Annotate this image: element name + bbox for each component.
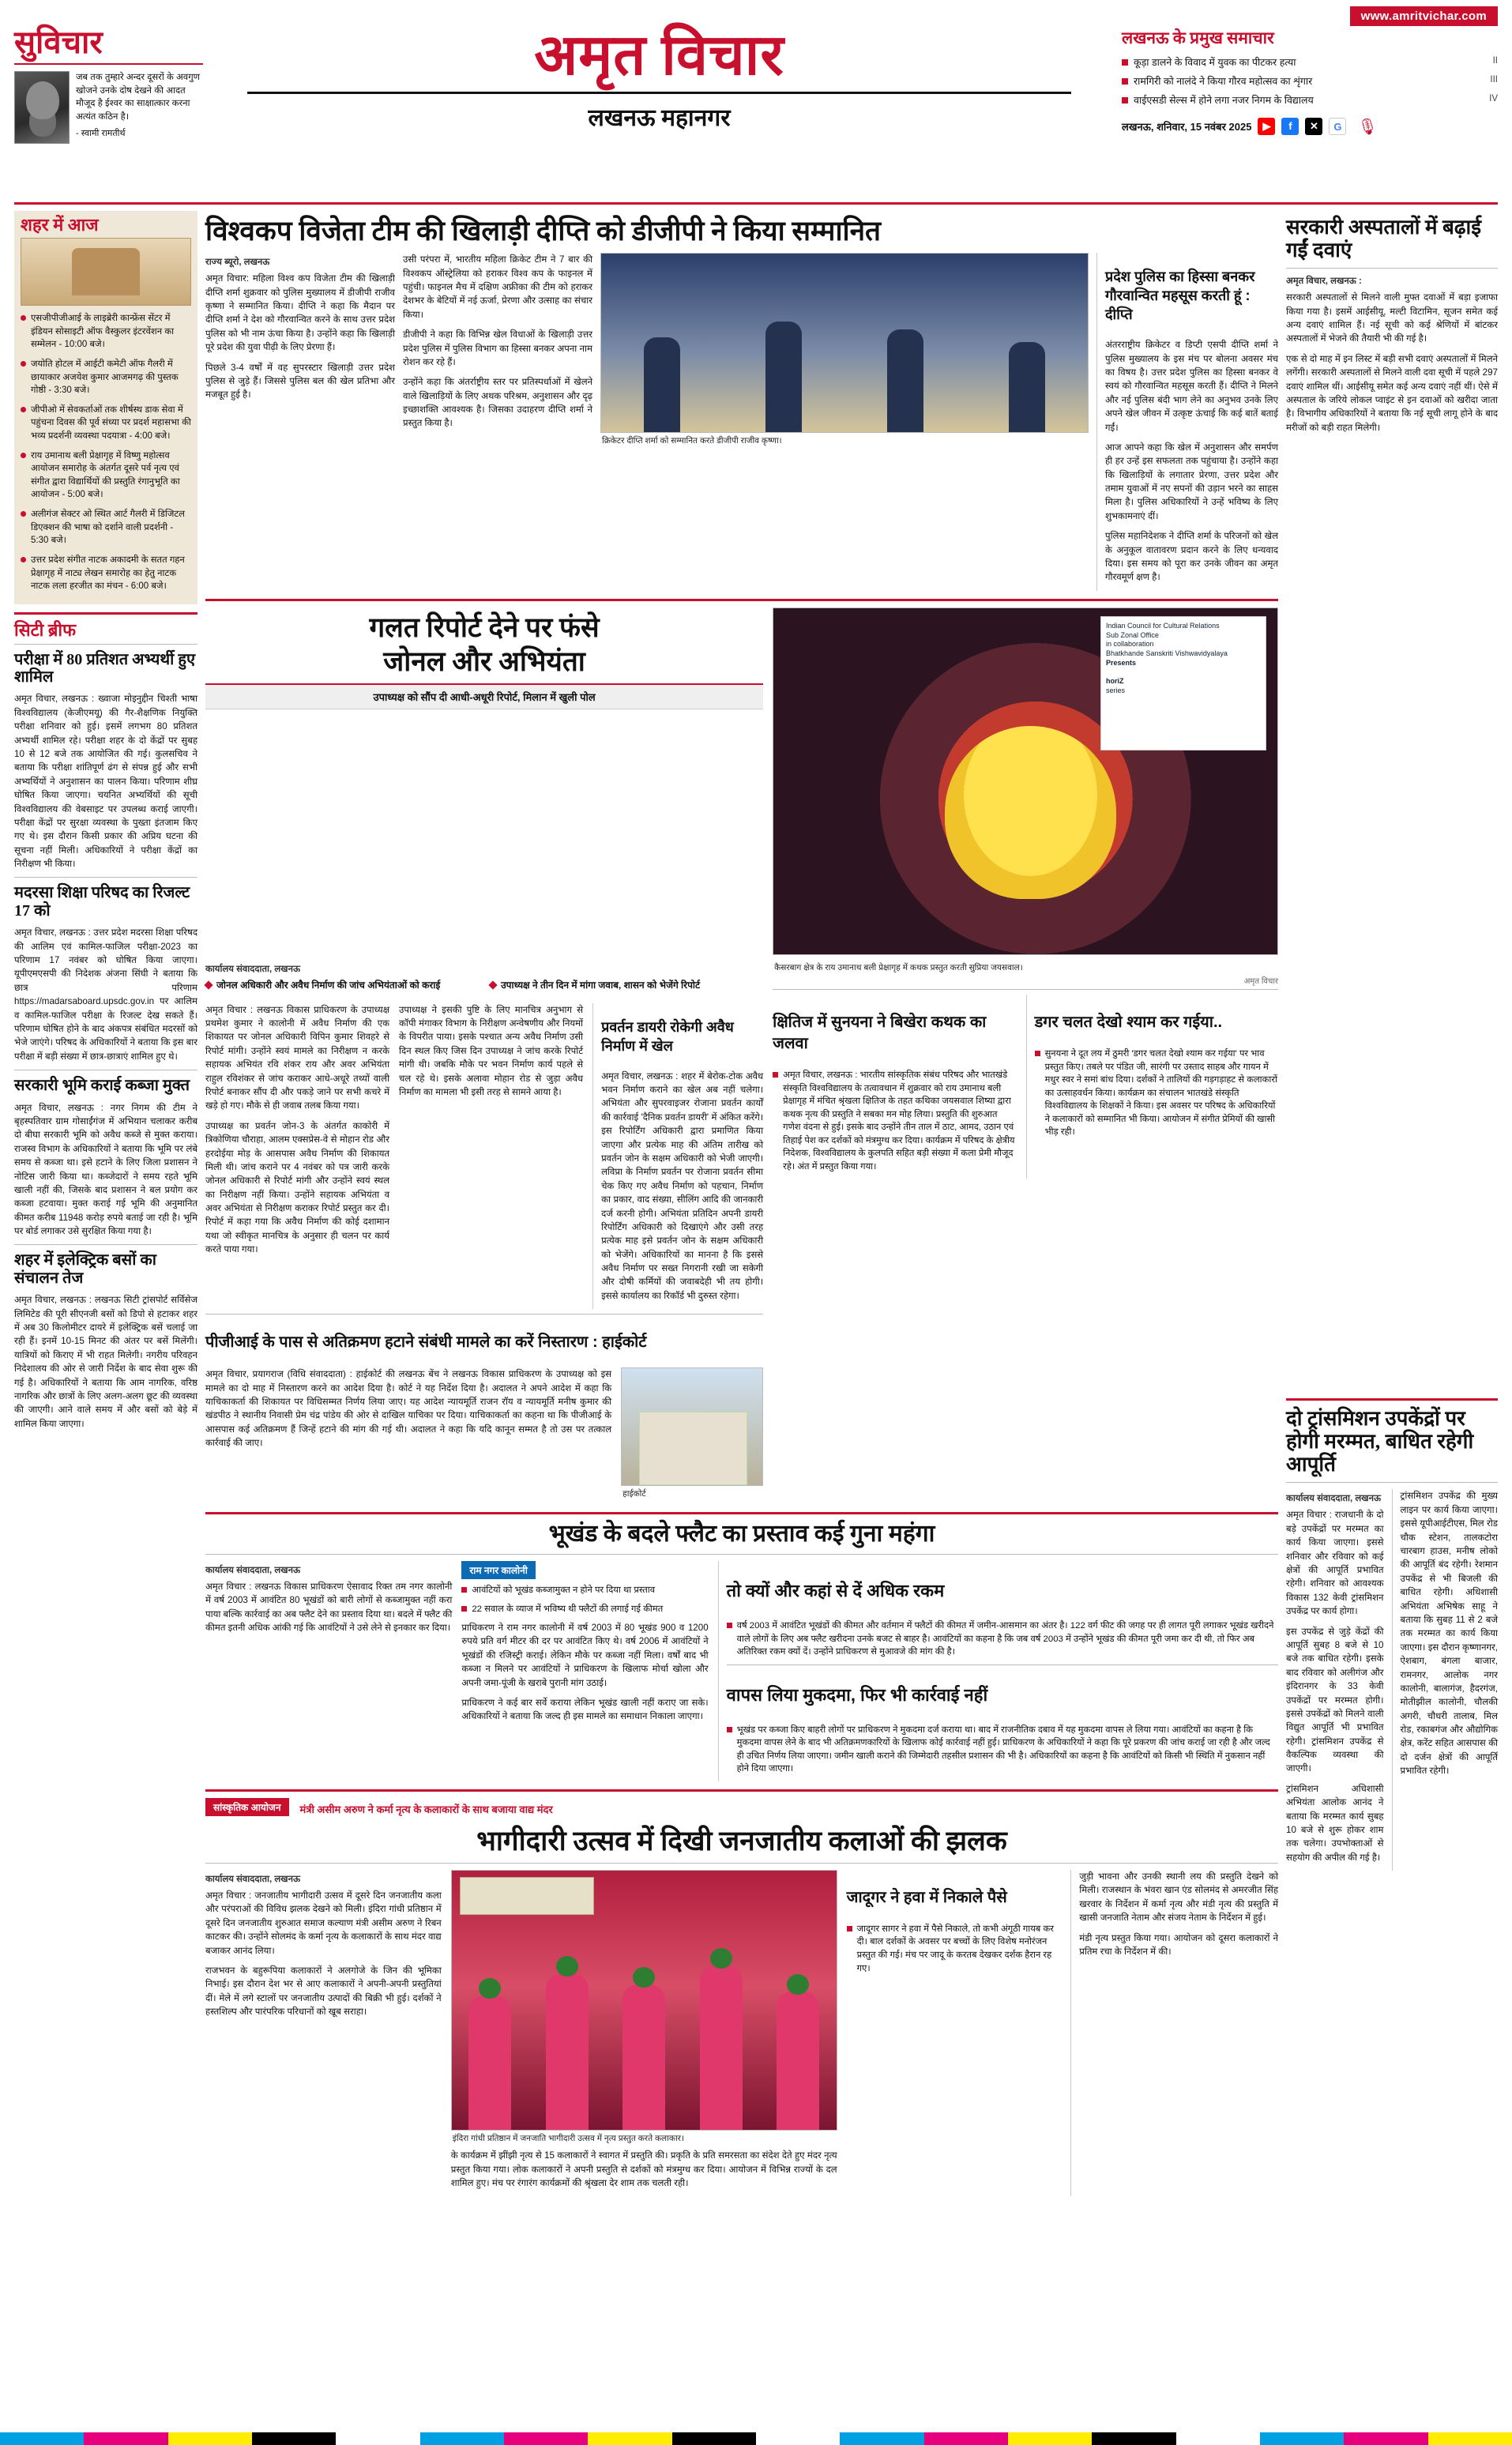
divider bbox=[205, 1512, 1278, 1514]
today-list bbox=[21, 312, 191, 592]
plot-side-headline-1: तो क्यों और कहां से दें अधिक रकम bbox=[726, 1581, 945, 1601]
divider bbox=[14, 63, 203, 65]
list-item: एसजीपीजीआई के लाइब्रेरी कान्फ्रेंस सेंटर में इंडियन सोसाइटी ऑफ वैस्कुलर इंटरवेंशन का सम्मेलन - 10:00 बजे। bbox=[21, 312, 191, 351]
brief-1-body: अमृत विचार, लखनऊ : ख्वाजा मोइनुद्दीन चिश्ती भाषा विश्वविद्यालय (केजीएमयू) की गैर-शैक्षणिक नियुक्ति परीक्षा शनिवार को हुई। इसमें लगभग 80 प्रतिशत अभ्यर्थी शामिल रहे। परीक्षा शहर के दो केंद्रों पर सुबह 10 से 12 बजे तक आयोजित की गई। कुलसचिव ने बताया कि परीक्षा शांतिपूर्ण ढंग से संपन्न हुई और सभी अभ्यर्थियों ने अनुशासन का पालन किया। परिणाम शीघ्र घोषित किया जाएगा। चयनित अभ्यर्थियों की सूची विश्वविद्यालय की वेबसाइट पर उपलब्ध कराई जाएगी। परीक्षा केंद्रों पर सुरक्षा व्यवस्था के पुख्ता इंतजाम किए गए थे। इस दौरान किसी प्रकार की अप्रिय घटना की सूचना नहीं मिली। अधिकारियों ने परीक्षा केंद्रों का निरीक्षण भी किया। bbox=[14, 694, 197, 870]
today-in-city-block bbox=[14, 211, 197, 604]
plot-sub-1: आवंटियों को भूखंड कब्जामुक्त न होने पर दिया था प्रस्ताव bbox=[461, 1584, 708, 1597]
plot-headline: भूखंड के बदले फ्लैट का प्रस्ताव कई गुना महंगा bbox=[548, 1521, 935, 1548]
lead-sidebar-p1: अंतरराष्ट्रीय क्रिकेटर व डिप्टी एसपी दीप्ति शर्मा ने पुलिस मुख्यालय के इस मंच पर बोलना अवसर मंच का विषय है। उत्तर प्रदेश पुलिस का हिस्सा बनकर वे स्वयं को गौरवान्वित महसूस करती हैं। दीप्ति ने मिलने और नई पुलिस बंदी भाग लेने का अनुभव उनके लिए अपने खेल जीवन में उत्कृष्ट ऊंचाई कि कई बातें बताई गईं। bbox=[1105, 340, 1278, 433]
lead-sidebar-p3: पुलिस महानिदेशक ने दीप्ति शर्मा के परिजनों को खेल के अनुकूल वातावरण प्रदान करने के लिए धन्यवाद दिया। इस समय को पूरा कर उनके जीवन का अमृत गौरवमूर्ण क्षण है। bbox=[1105, 531, 1278, 583]
list-item: अलीगंज सेक्टर ओ स्थित आर्ट गैलरी में डिजिटल डिएक्शन की भाषा को दर्शाने वाली प्रदर्शनी - 5:30 बजे। bbox=[21, 508, 191, 547]
lead-story bbox=[205, 211, 1278, 591]
divider bbox=[247, 92, 1071, 94]
facebook-icon[interactable]: f bbox=[1281, 118, 1299, 135]
paper-title: अमृत विचार bbox=[534, 24, 784, 87]
magician-body: जादूगर सागर ने हवा में पैसे निकाले, तो कभी अंगूठी गायब कर दी। बाल दर्शकों के अवसर पर बच्चों के लिए विशेष मनोरंजन प्रस्तुत की गई। मंच पर जादू के करतब देखकर दर्शक हैरान रह गए। bbox=[847, 1923, 1062, 1975]
plot-side-body-1: वर्ष 2003 में आवंटित भूखंडों की कीमत और वर्तमान में फ्लैटों की कीमत में जमीन-आसमान का अंतर है। 122 वर्ग फीट की जगह पर ही लागत पूरी लगाकर भूखंड खरीदने वाले लोगों के लिए अब फ्लैट खरीदना उनके बजट से बाहर है। आवंटियों का कहना है कि जब वर्ष 2003 में उन्होंने भूखंड की कीमत पूरी जमा कर दी थी, तो फिर अब अतिरिक्त रकम क्यों दें। उन्होंने प्राधिकरण से मुआवजे की मांग की है। bbox=[727, 1619, 1278, 1659]
tribal-dance-photo bbox=[451, 1870, 837, 2131]
story2-p1: अमृत विचार : लखनऊ विकास प्राधिकरण के उपाध्यक्ष प्रथमेश कुमार ने कालोनी में अवैध निर्माण की एक शिकायत पर जोनल अधिकारी विपिन कुमार शिवहरे से रिपोर्ट मांगी। उन्होंने स्वयं मामले का निरीक्षण न करके सहायक अभियंत रवि शंकर राय और अवर अभियंता राहुल रविशंकर से जांच कराकर आधे-अधूरे तथ्यों वाली रिपोर्ट बनाकर सौंप दी और पकड़े जाने पर सभी कचरे में खड़े हो गए। मौके से ही जवाब तलब किया गया। bbox=[205, 1004, 390, 1112]
divider bbox=[205, 1554, 1278, 1555]
brief-4-headline: शहर में इलेक्ट्रिक बसों का संचालन तेज bbox=[14, 1251, 156, 1287]
transmission-byline: कार्यालय संवाददाता, लखनऊ bbox=[1286, 1494, 1381, 1504]
list-item: जयोति होटल में आईटी कमेटी ऑफ गैलरी में छायाकार अजयेश कुमार आजमगढ़ की पुस्तक गोष्ठी - 3:30 बजे। bbox=[21, 358, 191, 397]
swami-portrait bbox=[14, 71, 70, 144]
today-heading: शहर में आज bbox=[21, 215, 99, 235]
google-icon[interactable]: G bbox=[1329, 118, 1346, 135]
hospital-p1: सरकारी अस्पतालों से मिलने वाली मुफ्त दवाओं में बड़ा इजाफा किया गया है। इसमें आईसीयू, मल्टी विटामिन, सूजन समेत कई अन्य दवाएं शामिल हैं। नई सूची को कई श्रेणियों में बांटकर अस्पतालों में भेजने की तैयारी भी की गई है। bbox=[1286, 292, 1498, 344]
divider bbox=[773, 989, 1278, 990]
dateline-row bbox=[1122, 117, 1498, 137]
list-item: उत्तर प्रदेश संगीत नाटक अकादमी के सतत गहन प्रेक्षागृह में नाट्य लेखन समारोह का हेतु नाटक नाटक लला हरजीत का मंचन - 6:00 बजे। bbox=[21, 554, 191, 592]
teaser-text: कूड़ा डालने के विवाद में युवक का पीटकर हत्या bbox=[1134, 57, 1296, 68]
lead-para-3: उसी परंपरा में, भारतीय महिला क्रिकेट टीम ने 7 बार की विश्वकप ऑस्ट्रेलिया को हराकर विश्व कप के फाइनल में पहुंची। फाइनल मैच में दक्षिण अफ्रीका की टीम को हराकर देशभर के बेटियों में नई ऊर्जा, प्रेरणा और उत्साह का संचार किया। bbox=[403, 254, 592, 320]
brief-2-headline: मदरसा शिक्षा परिषद का रिजल्ट 17 को bbox=[14, 884, 190, 920]
tribal-kicker: मंत्री असीम अरुण ने कर्मा नृत्य के कलाकारों के साथ बजाया वाद्य मंदर bbox=[299, 1804, 553, 1816]
lead-para-4: डीजीपी ने कहा कि विभिन्न खेल विधाओं के खिलाड़ी उत्तर प्रदेश पुलिस में पुलिस विभाग का हिस्सा बनकर अपना नाम रोशन कर रहे हैं। bbox=[403, 329, 592, 367]
plot-side-body-2: भूखंड पर कब्जा किए बाहरी लोगों पर प्राधिकरण ने मुकदमा दर्ज कराया था। बाद में राजनीतिक दबाव में यह मुकदमा वापस ले लिया गया। आवंटियों का कहना है कि मुकदमा वापस लेने के बाद भी अतिक्रमणकारियों के खिलाफ कोई कार्रवाई नहीं हुई। प्राधिकरण के अधिकारियों ने कहा कि पूरे प्रकरण की जांच कराई जा रही है और जल्द ही उचित निर्णय लिया जाएगा। जमीन खाली कराने की जिम्मेदारी तहसील प्रशासन की भी है। अधिकारियों का कहना है कि आवंटियों को किसी भी स्थिति में नुकसान नहीं होने दिया जाएगा। bbox=[727, 1724, 1278, 1776]
divider bbox=[14, 644, 197, 645]
right-rail bbox=[1286, 211, 1498, 2196]
teaser-item[interactable] bbox=[1122, 56, 1498, 70]
thumri-body: सुनयना ने दूत लय में ठुमरी 'डगर चलत देखो श्याम कर गईया' पर भाव प्रस्तुत किए। तबले पर पंडित जी, सारंगी पर उस्ताद साहब और गायन में मधुर स्वर ने समां बांध दिया। दर्शकों ने तालियों की गड़गड़ाहट से कलाकारों का उत्साहवर्धन किया। कार्यक्रम का संचालन भातखंडे संस्कृति विश्वविद्यालय के शिक्षकों ने किया। इस अवसर पर परिषद के अधिकारियों ने कलाकारों को सम्मानित भी किया। आयोजन में संगीत प्रेमियों की खासी भीड़ रही। bbox=[1035, 1048, 1278, 1139]
hospital-medicine-headline: सरकारी अस्पतालों में बढ़ाई गईं दवाएं bbox=[1286, 216, 1481, 262]
story2-p3: उपाध्यक्ष ने इसकी पुष्टि के लिए मानचित्र अनुभाग से कॉपी मंगाकर विभाग के निरीक्षण अन्वेषणीय और नियमों के विपरीत पाया। इसके पश्चात अन्य अवैध निर्माण उसी दिन स्थल किए जिस दिन उपाध्यक्ष ने जांच करके रिपोर्ट मांगी थी। जबकि मौके पर भवन निर्माण कार्य पहले से चल रहे थे। इसके अलावा मोहान रोड से जुड़ा अवैध निर्माण का मामला भी इसी तरह से सामने आया है। bbox=[399, 1004, 584, 1097]
story-tribal-festival bbox=[205, 1798, 1278, 2197]
divider bbox=[1286, 268, 1498, 269]
left-rail bbox=[14, 211, 197, 2196]
icc-banner: Indian Council for Cultural Relations Sub Zonal Office in collaboration Bhatkhande Sanskriti Vishwavidyalaya Presents horiZ series bbox=[1100, 616, 1266, 750]
kathak-body: अमृत विचार, लखनऊ : भारतीय सांस्कृतिक संबंध परिषद और भातखंडे संस्कृति विश्वविद्यालय के तत्वावधान में शुक्रवार को राय उमानाथ बली प्रेक्षागृह में मंचित श्रृंखला क्षितिज के तहत कथिका जयसवाल शिष्या द्वारा कथक नृत्य की प्रस्तुति ने सबका मन मोह लिया। प्रस्तुति की शुरुआत गणेश वंदना से हुई। इसके बाद उन्होंने तीन ताल में ठाट, आमद, उठान एवं तिहाई पेश कर दर्शकों को मंत्रमुग्ध कर दिया। कार्यक्रम में परिषद के क्षेत्रीय निदेशक, विश्वविद्यालय के कुलपति सहित बड़ी संख्या में कला प्रेमी मौजूद रहे। अंत में प्रस्तुत किया गया। bbox=[773, 1069, 1016, 1173]
teaser-page: II bbox=[1492, 56, 1498, 66]
color-registration-strip bbox=[0, 2432, 1512, 2445]
suvichar-block bbox=[14, 24, 208, 144]
kathak-performance-photo bbox=[773, 607, 1278, 955]
teaser-page: IV bbox=[1489, 93, 1498, 103]
lead-para-2: पिछले 3-4 वर्षों में वह सुपरस्टार खिलाड़ी उत्तर प्रदेश पुलिस से जुड़े हैं। जिससे पुलिस बल की खेल प्रतिभा और मजबूत हुई है। bbox=[205, 362, 395, 401]
dgp-felicitation-photo bbox=[600, 253, 1089, 433]
tribal-p4: के कार्यक्रम में झींझी नृत्य से 15 कलाकारों ने स्वागत में प्रस्तुति की। प्रकृति के प्रति समरसता का संदेश देते हुए मंदर नृत्य प्रस्तुत किया गया। लोक कलाकारों ने अपनी प्रस्तुति से दर्शकों को मंत्रमुग्ध कर दिया। आयोजन में विभिन्न राज्यों के दल शामिल हुए। मंच पर रंगारंग कार्यक्रमों की श्रृंखला देर शाम तक चलती रही। bbox=[450, 2150, 837, 2188]
story-plot-flat bbox=[205, 1521, 1278, 1781]
hc-photo-caption: हाईकोर्ट bbox=[622, 1489, 646, 1499]
list-item: जीपीओ में सेवकर्ताओं तक शीर्षस्थ डाक सेवा में पहुंचना दिवस की पूर्व संध्या पर प्रदर्श महासभा की भव्य प्रदर्शनी व्यवस्था पदयात्रा - 4:00 बजे। bbox=[21, 404, 191, 442]
divider bbox=[14, 202, 1498, 205]
square-bullet-icon bbox=[1122, 78, 1128, 85]
teaser-text: रामगिरी को नालंदे ने किया गौरव महोत्सव का शृंगार bbox=[1134, 75, 1313, 87]
tribal-p6: मंडी नृत्य प्रस्तुत किया गया। आयोजन को दूसरा कलाकारों ने प्रतिम रचा के निर्देशन में की। bbox=[1079, 1932, 1278, 1957]
high-court-photo bbox=[621, 1367, 763, 1486]
youtube-icon[interactable]: ▶ bbox=[1258, 118, 1275, 135]
teaser-page: III bbox=[1490, 74, 1498, 85]
plot-byline: कार्यालय संवाददाता, लखनऊ bbox=[205, 1566, 300, 1576]
suvichar-author: - स्वामी रामतीर्थ bbox=[76, 128, 126, 138]
story2-byline: कार्यालय संवाददाता, लखनऊ bbox=[205, 964, 300, 974]
transmission-p1: अमृत विचार : राजधानी के दो बड़े उपकेंद्रों पर मरम्मत का कार्य किया जाएगा। इससे शनिवार और रविवार को कई क्षेत्रों की आपूर्ति प्रभावित रहेगी। शनिवार को आवश्यक विकास 132 केवी ट्रांसमिशन उपकेंद्र पर कार्य होगा। bbox=[1286, 1510, 1384, 1617]
story2-p2: उपाध्यक्ष का प्रवर्तन जोन-3 के अंतर्गत काकोरी में त्रिकोणिया चौराहा, आलम एक्सप्रेस-वे से मोहान रोड और हरदोईया मोड़ के आसपास अवैध निर्माण की शिकायत मिली थी। जांच कराने पर 4 नवंबर को पत्र जारी करके जोनल अधिकारी से रिपोर्ट मांगी और उन्होंने स्वयं स्थल का निरीक्षण नहीं किया। उन्होंने सहायक अभियंता व अवर अभियंता से निरीक्षण कराकर रिपोर्ट प्रस्तुत कर दी। रिपोर्ट में कहा गया कि अवैध निर्माण की कोई दशामान यथा जो स्वीकृत मानचित्र के अनुसार ही चलन पर कार्य करते पाया गया। bbox=[205, 1120, 390, 1255]
divider bbox=[14, 612, 197, 615]
transmission-p3: ट्रांसमिशन अधिशासी अभियंता आलोक आनंद ने बताया कि मरम्मत कार्य सुबह 10 बजे से शुरू होकर शाम तक चलेगा। उपभोक्ताओं से सहयोग की अपील की गई है। bbox=[1286, 1783, 1384, 1863]
colony-tag: राम नगर कालोनी bbox=[461, 1561, 536, 1579]
story2-sub-headline: प्रवर्तन डायरी रोकेगी अवैध निर्माण में खेल bbox=[601, 1018, 734, 1054]
story2-sub-body: अमृत विचार, लखनऊ : शहर में बेरोक-टोक अवैध भवन निर्माण कराने का खेल अब नहीं चलेगा। अभियंता और सुपरवाइजर रोजाना प्रवर्तन कार्यों की कार्रवाई 'दैनिक प्रवर्तन डायरी' में अंकित करेंगे। इस रिपोर्टिंग अधिकारी द्वारा प्रमाणित किया जाएगा और प्रत्येक माह की अंतिम तारीख को प्रवर्तन जोन के सक्षम अधिकारी को भेजी जाएगी। लविप्रा के निर्माण प्रवर्तन पर रोजाना प्रवर्तन सीमा चेक किए गए अवैध निर्माण को पहचान, निर्माण का प्रकार, वाद संख्या, सीलिंग आदि की जानकारी दर्ज करनी होगी। अभियंता प्रतिदिन अपनी डायरी रिपोर्टिंग अधिकारी को दिखाएंगे और उसी तरह प्रत्येक माह इसे प्रवर्तन जोन के सक्षम अधिकारी को भेजेंगे। अधिकारियों का मानना है कि इससे अवैध निर्माण पर सख्त निगरानी रखी जा सकेगी और दोषी कर्मियों की जवाबदेही भी तय होगी। इससे कार्यालय का रिकॉर्ड भी दुरुस्त रहेगा। bbox=[601, 1070, 764, 1301]
plot-side-headline-2: वापस लिया मुकदमा, फिर भी कार्रवाई नहीं bbox=[726, 1684, 988, 1705]
tribal-headline: भागीदारी उत्सव में दिखी जनजातीय कलाओं की झलक bbox=[476, 1825, 1007, 1856]
tribal-p1: अमृत विचार : जनजातीय भागीदारी उत्सव में दूसरे दिन जनजातीय कला और परंपराओं की विविध झलक देखने को मिली। इंदिरा गांधी प्रतिष्ठान में दूसरे दिन जनजातीय शुरुआत समाज कल्याण मंत्री असीम अरुण ने रिबन काटकर की। उन्होंने सोलमंद के कर्मा नृत्य के कलाकारों के साथ मंदर वाद्य बजाकर आनंद लिया। bbox=[205, 1890, 442, 1956]
transmission-p2: इस उपकेंद्र से जुड़े केंद्रों की आपूर्ति सुबह 8 बजे से 10 बजे तक बाधित रहेगी। इसके बाद रविवार को अलीगंज और इंदिरानगर के 33 केवी उपकेंद्रों पर मरम्मत होगी। इससे उपकेंद्रों को मिलने वाली विद्युत आपूर्ति भी प्रभावित रहेगी। ट्रांसमिशन उपकेंद्र से वैकल्पिक व्यवस्था की जाएगी। bbox=[1286, 1626, 1384, 1774]
story2-subhead: उपाध्यक्ष को सौंप दी आधी-अधूरी रिपोर्ट, मिलान में खुली पोल bbox=[205, 683, 763, 709]
teaser-item[interactable] bbox=[1122, 75, 1498, 88]
city-landmark-photo bbox=[21, 238, 191, 306]
teaser-text: वाईएसडी सेल्स में होने लगा नजर निगम के विद्यालय bbox=[1134, 94, 1314, 106]
lead-para-1: अमृत विचार: महिला विश्व कप विजेता टीम की खिलाड़ी दीप्ति शर्मा शुक्रवार को पुलिस मुख्यालय में डीजीपी राजीव कृष्णा ने सम्मानित किया। दीप्ति ने कहा कि मैदान पर दीप्ति शर्मा ने देश को गौरवान्वित करने के साथ उत्तर प्रदेश पुलिस को भी नाम ऊंचा किया है। उन्होंने कहा कि खिलाड़ी पूरे प्रदेश की युवा पीढ़ी के लिए प्रेरणा हैं। bbox=[205, 273, 395, 353]
dateline: लखनऊ, शनिवार, 15 नवंबर 2025 bbox=[1122, 121, 1252, 134]
story2-headline-line1: गलत रिपोर्ट देने पर फंसे bbox=[369, 611, 600, 643]
tribal-byline: कार्यालय संवाददाता, लखनऊ bbox=[205, 1874, 300, 1884]
photo-credit: अमृत विचार bbox=[1243, 977, 1278, 986]
city-brief-heading: सिटी ब्रीफ bbox=[14, 620, 77, 641]
plot-sub-2: 22 सवाल के व्याज में भविष्य थी फ्लैटों की लगाई गई कीमत bbox=[461, 1603, 708, 1616]
story-wrong-report bbox=[205, 607, 1278, 1505]
main-grid bbox=[14, 211, 1498, 2196]
brief-1-headline: परीक्षा में 80 प्रतिशत अभ्यर्थी हुए शामिल bbox=[14, 650, 195, 686]
hc-headline: पीजीआई के पास से अतिक्रमण हटाने संबंधी मामले का करें निस्तारण : हाईकोर्ट bbox=[205, 1333, 647, 1352]
culture-tag: सांस्कृतिक आयोजन bbox=[205, 1798, 289, 1816]
plot-p3: प्राधिकरण ने कई बार सर्वे कराया लेकिन भूखंड खाली नहीं कराए जा सके। अधिकारियों ने बताया कि जल्द ही इस मामले का समाधान निकाला जाएगा। bbox=[461, 1698, 709, 1722]
square-bullet-icon bbox=[1122, 97, 1128, 103]
divider bbox=[1286, 1398, 1498, 1401]
lead-byline: राज्य ब्यूरो, लखनऊ bbox=[205, 258, 270, 268]
divider bbox=[205, 1314, 763, 1315]
plot-p1: अमृत विचार : लखनऊ विकास प्राधिकरण ऐसावाद रिक्त तम नगर कालोनी में वर्ष 2003 में आवंटित 80 भूखंडों को बारी लोगों से कब्जामुक्त नहीं करा पाया बल्कि कार्रवाई का अब फ्लैट देने का प्रस्ताव दिया था। बदले में फ्लैट की कीमत इतनी अधिक आंकी गई कि आवंटियों ने उसे लेने से इनकार कर दिया। bbox=[205, 1582, 453, 1634]
suvichar-title: सुविचार bbox=[14, 24, 103, 60]
magician-headline: जादूगर ने हवा में निकाले पैसे bbox=[846, 1888, 1007, 1906]
story2-headline-line2: जोनल और अभियंता bbox=[383, 646, 585, 678]
hc-body: अमृत विचार, प्रयागराज (विधि संवाददाता) : हाईकोर्ट की लखनऊ बेंच ने लखनऊ विकास प्राधिकरण के उपाध्यक्ष को इस मामले का दो माह में निस्तारण करने का आदेश दिया है। कोर्ट ने यह निर्देश दिया है। अदालत ने अपने आदेश में कहा कि याचिकाकर्ता की शिकायत पर विधिसम्मत निर्णय लिया जाए। यह आदेश न्यायमूर्ति राजन रॉय व न्यायमूर्ति मनीष कुमार की खंडपीठ ने स्थानीय निवासी प्रेम चंद्र पांडेय की ओर से दाखिल याचिका पर दिया। याचिकाकर्ता का कहना था कि पीजीआई के आसपास कई अतिक्रमण हैं जिन्हें हटाने की मांग की गई थी। अदालत ने कहा कि यदि कानून सम्मत है तो उस पर तत्काल कार्रवाई की जाए। bbox=[205, 1369, 612, 1449]
lead-para-5: उन्होंने कहा कि अंतर्राष्ट्रीय स्तर पर प्रतिस्पर्धाओं में खेलने वाले खिलाड़ियों के लिए अथक परिश्रम, अनुशासन और दृढ़ इच्छाशक्ति आवश्यक है। जिसका उदाहरण दीप्ति शर्मा ने प्रस्तुत किया है। bbox=[403, 377, 592, 429]
event-banner bbox=[460, 1877, 594, 1915]
transmission-p4: ट्रांसमिशन उपकेंद्र की मुख्य लाइन पर कार्य किया जाएगा। इससे यूपीआईटीएस, मिल रोड चौक स्टेशन, तालकटोरा चारबाग हाउस, मनीष लोको की आपूर्ति बंद रहेगी। रेशमान उपकेंद्र से भी बिजली की बाधित रहेगी। अधिशासी अभियंता अभिषेक साहू ने बताया कि सुबह 11 से 2 बजे तक मरम्मत का कार्य किया जाएगा। इस दौरान कृष्णानगर, ऐशबाग, बंगला बाजार, रामनगर, आलोक नगर कालोनी, बालागंज, हैदरगंज, मोतीझील कालोनी, चौलकी अगरी, चौधरी तालाब, मिल रोड, रकाबगंज और औद्योगिक क्षेत्र, करेंट सहित आसपास की दो दर्जन क्षेत्रों की आपूर्ति प्रभावित रहेगी। bbox=[1400, 1491, 1498, 1777]
mic-icon[interactable]: 🎙 bbox=[1357, 118, 1378, 136]
paper-edition: लखनऊ महानगर bbox=[588, 105, 731, 131]
dance-photo-caption: कैसरबाग क्षेत्र के राय उमानाथ बली प्रेक्षागृह में कथक प्रस्तुत करती सुप्रिया जयसवाल। bbox=[774, 962, 1023, 972]
divider bbox=[1286, 1482, 1498, 1483]
divider bbox=[205, 599, 1278, 601]
brief-3-headline: सरकारी भूमि कराई कब्जा मुक्त bbox=[14, 1077, 190, 1095]
square-bullet-icon bbox=[1122, 59, 1128, 66]
masthead bbox=[14, 0, 1498, 197]
brief-4-body: अमृत विचार, लखनऊ : लखनऊ सिटी ट्रांसपोर्ट सर्विसेज लिमिटेड की पूरी सीएनजी बसों को डिपो से हटाकर शहर में अब 30 किलोमीटर दायरे में इलेक्ट्रिक बसें चलाई जा रही हैं। इनमें 10-15 मिनट की अंतर पर बसें मिलेंगी। यात्रियों को किराए में भी राहत मिलेगी। नगरीय परिवहन निदेशालय की ओर से जारी निर्देश के बाद सेवा शुरू की गई है। अधिकारियों ने बताया कि आम नागरिक, वरिष्ठ नागरिक और छात्रों के लिए अलग-अलग छूट की व्यवस्था की जाएगी। आने वाले समय में और बसों को बेड़े में शामिल किया जाएगा। bbox=[14, 1295, 197, 1429]
list-item: राय उमानाथ बली प्रेक्षागृह में विष्णु महोत्सव आयोजन समारोह के अंतर्गत दूसरे पर्व नृत्य एवं संगीत द्वारा विद्यार्थियों की प्रस्तुति रंगानुभूति का आयोजन - 5:00 बजे। bbox=[21, 450, 191, 501]
website-url[interactable]: www.amritvichar.com bbox=[1350, 6, 1498, 26]
story2-bullet-2: उपाध्यक्ष ने तीन दिन में मांगा जवाब, शासन को भेजेंगे रिपोर्ट bbox=[490, 979, 763, 992]
brief-3-body: अमृत विचार, लखनऊ : नगर निगम की टीम ने बृहस्पतिवार ग्राम गोसाईंगंज में अभियान चलाकर करीब दो बीघा सरकारी भूमि को अवैध कब्जे से मुक्त कराया। राजस्व विभाग के अधिकारियों ने बताया कि भूमि पर लंबे समय से कब्जा था। इसे हटाने के लिए जिला प्रशासन ने नोटिस जारी किया था। कब्जेदारों ने समय रहते भूमि खाली नहीं की, जिसके बाद प्रशासन ने बल प्रयोग कर कब्जा हटवाया। मुक्त कराई गई भूमि की अनुमानित कीमत करीब 11948 करोड़ रुपये बताई जा रही है। भूमि पर बोर्ड लगाकर उसे सुरक्षित किया गया है। bbox=[14, 1102, 197, 1237]
plot-p2: प्राधिकरण ने राम नगर कालोनी में वर्ष 2003 में 80 भूखंड 900 व 1200 रुपये प्रति वर्ग मीटर की दर पर आवंटित किए थे। वर्ष 2006 में आवंटियों ने भूखंडों की रजिस्ट्री कराई। लेकिन मौके पर कब्जा नहीं मिला। वर्षों बाद भी कब्जा न मिलने पर आवंटियों ने प्राधिकरण के खिलाफ मोर्चा खोला और अपनी जमा-पूंजी के खराबे पुरानी मांग उठाई। bbox=[461, 1623, 709, 1688]
tribal-p5: जुड़ी भावना और उनकी स्थानी लय की प्रस्तुति देखने को मिली। राजस्थान के भंवरा खान एंड सोलमंद से अमरजीत सिंह खरवार के निर्देशन में कर्मा नृत्य और मंडी नृत्य की प्रस्तुति में खासी जनजाति नेताम और संजय नेताम के निर्देशन में हुई। bbox=[1079, 1871, 1278, 1924]
brief-2-body: अमृत विचार, लखनऊ : उत्तर प्रदेश मदरसा शिक्षा परिषद की आलिम एवं कामिल-फाजिल परीक्षा-2023 का परिणाम 17 नवंबर को घोषित किया जाएगा। यूपीएमएसपी की निदेशक अंजना सिंघी ने बताया कि छात्र परिणाम https://madarsaboard.upsdc.gov.in पर आलिम व कामिल-फाजिल परीक्षा के रिजल्ट देख सकते हैं। परिणाम घोषित होने के बाद अंकपत्र संबंधित मदरसों को भेजे जाएंगे। परिषद के अधिकारियों ने बताया कि इस बार परीक्षा में बड़ी संख्या में छात्र-छात्राएं शामिल हुए थे। bbox=[14, 927, 197, 1062]
divider bbox=[14, 877, 197, 878]
suvichar-quote: जब तक तुम्हारे अन्दर दूसरों के अवगुण खोजने उनके दोष देखने की आदत मौजूद है ईश्वर का साक्षात्कार करना अत्यंत कठिन है। bbox=[76, 73, 200, 122]
lead-photo-caption: क्रिकेटर दीप्ति शर्मा को सम्मानित करते डीजीपी राजीव कृष्णा। bbox=[602, 436, 782, 446]
tribal-photo-caption: इंदिरा गांधी प्रतिष्ठान में जनजाति भागीदारी उत्सव में नृत्य प्रस्तुत करते कलाकार। bbox=[452, 2133, 684, 2143]
story2-bullet-1: जोनल अधिकारी और अवैध निर्माण की जांच अभियंताओं को कराई bbox=[205, 979, 479, 992]
thumri-headline: डगर चलत देखो श्याम कर गईया.. bbox=[1034, 1014, 1223, 1031]
divider bbox=[205, 1863, 1278, 1864]
tribal-p2: राजभवन के बहुरूपिया कलाकारों ने अलगोजे के जिन की भूमिका निभाई। इस दौरान देश भर से आए कलाकारों ने अपनी-अपनी प्रस्तुतियां दीं। मेले में लगे स्टालों पर जनजातीय उत्पादों की बिक्री भी हुई। दर्शकों ने हस्तशिल्प और पारंपरिक परिधानों को खूब सराहा। bbox=[205, 1965, 442, 2018]
lead-headline: विश्वकप विजेता टीम की खिलाड़ी दीप्ति को डीजीपी ने किया सम्मानित bbox=[205, 216, 881, 246]
kathak-headline: क्षितिज में सुनयना ने बिखेरा कथक का जलवा bbox=[773, 1014, 987, 1052]
lead-sidebar-headline: प्रदेश पुलिस का हिस्सा बनकर गौरवान्वित महसूस करती हूं : दीप्ति bbox=[1105, 269, 1255, 323]
x-icon[interactable]: ✕ bbox=[1305, 118, 1322, 135]
teaser-item[interactable] bbox=[1122, 94, 1498, 107]
logo-block bbox=[208, 24, 1111, 133]
divider bbox=[727, 1664, 1278, 1665]
divider bbox=[14, 1244, 197, 1245]
hospital-byline: अमृत विचार, लखनऊ : bbox=[1286, 276, 1362, 287]
teaser-block bbox=[1111, 27, 1498, 137]
lead-sidebar-p2: आज आपने कहा कि खेल में अनुशासन और समर्पण ही हर उन्हें इस सफलता तक पहुंचाया है। उन्होंने कहा कि खिलाड़ियों के लगातार प्रेरणा, उत्तर प्रदेश और तमाम युवाओं में नए सपनों की उड़ान भरने का साहस मिला है। पुलिस अधिकारियों ने उन्हें भविष्य के लिए शुभकामनाएं दीं। bbox=[1105, 442, 1278, 521]
hospital-p2: एक से दो माह में इन लिस्ट में बड़ी सभी दवाएं अस्पतालों में मिलने लगेंगी। सरकारी अस्पतालों से मिलने वाली दवा सूची में पहले 297 दवाएं शामिल थीं। आईसीयू समेत कई अन्य दवाएं नहीं थीं। ऐसे में अस्पताल के जरिये लोकल प्वाइंट से इन दवाओं को खरीदा जाता है। विभागीय अधिकारियों ने बताया कि नई सूची लागू होने के बाद मरीजों को बड़ी राहत मिलेगी। bbox=[1286, 353, 1498, 433]
transmission-headline: दो ट्रांसमिशन उपकेंद्रों पर होगी मरम्मत, बाधित रहेगी आपूर्ति bbox=[1286, 1407, 1474, 1476]
teaser-heading: लखनऊ के प्रमुख समाचार bbox=[1122, 28, 1274, 47]
center-well bbox=[205, 211, 1278, 2196]
divider bbox=[205, 1789, 1278, 1792]
